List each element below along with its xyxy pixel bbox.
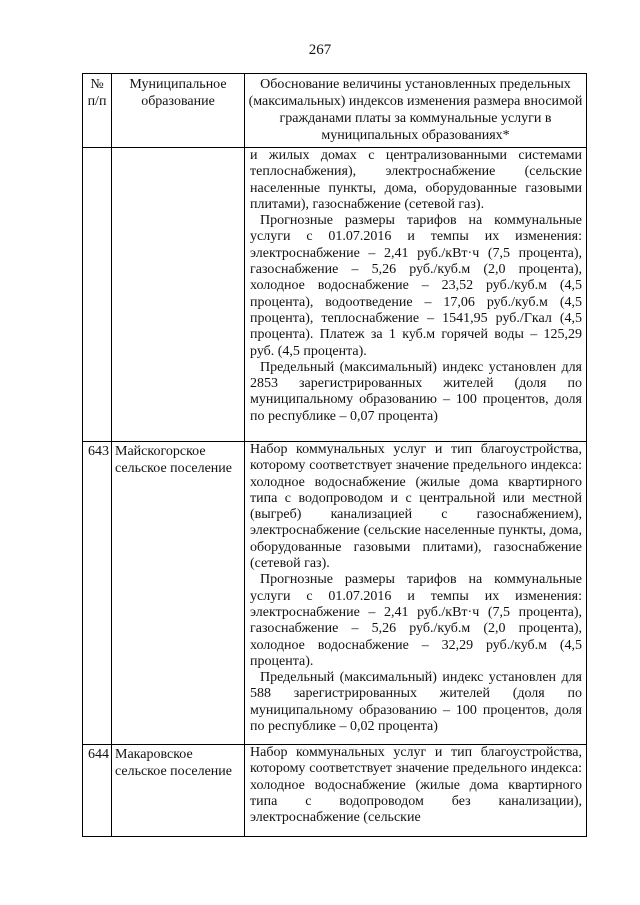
row-number — [83, 148, 112, 442]
tariff-index-table — [82, 73, 587, 837]
table-row — [83, 745, 587, 837]
header-num: № п/п — [83, 74, 112, 148]
table-header-row — [83, 74, 587, 148]
justification-paragraph: и жилых домах с централизованными системами теплоснабжения), электроснабжение (сельские населенные пункты, дома, оборудованные газовыми плитами), газоснабжение (сетевой газ). — [250, 148, 582, 212]
row-municipality: Макаровское сельское поселение — [112, 745, 245, 837]
row-justification — [245, 745, 587, 837]
row-number: 643 — [83, 442, 112, 745]
table-row — [83, 442, 587, 745]
justification-paragraph: Набор коммунальных услуг и тип благоустройства, которому соответствует значение предельного индекса: холодное водоснабжение (жилые дома квартирного типа с водопроводом и с центральной или местной (выгреб) канализацией с газоснабжением), электроснабжение (сельские населенные пункты, дома, оборудованные газовыми плитами), газоснабжение (сетевой газ). — [250, 442, 582, 572]
justification-paragraph: Набор коммунальных услуг и тип благоустройства, которому соответствует значение предельного индекса: холодное водоснабжение (жилые дома квартирного типа с водопроводом без канализации), электроснабжение (сельские — [250, 745, 582, 826]
row-municipality: Майскогорское сельское поселение — [112, 442, 245, 745]
row-municipality — [112, 148, 245, 442]
row-number: 644 — [83, 745, 112, 837]
justification-paragraph: Предельный (максимальный) индекс установлен для 2853 зарегистрированных жителей (доля по муниципальному образованию – 100 процентов, доля по республике – 0,07 процента) — [250, 359, 582, 424]
row-justification — [245, 148, 587, 442]
justification-paragraph: Предельный (максимальный) индекс установлен для 588 зарегистрированных жителей (доля по муниципальному образованию – 100 процентов, доля по республике – 0,02 процента) — [250, 670, 582, 735]
header-justification: Обоснование величины установленных предельных (максимальных) индексов изменения размера вносимой гражданами платы за коммунальные услуги в муниципальных образованиях* — [245, 74, 587, 148]
table-row — [83, 148, 587, 442]
justification-paragraph: Прогнозные размеры тарифов на коммунальные услуги с 01.07.2016 и темпы их изменения: электроснабжение – 2,41 руб./кВт·ч (7,5 процента), газоснабжение – 5,26 руб./куб.м (2,0 процента), холодное водоснабжение – 32,29 руб./куб.м (4,5 процента). — [250, 572, 582, 669]
page-number: 267 — [308, 42, 332, 58]
row-justification — [245, 442, 587, 745]
header-municipality: Муниципальное образование — [112, 74, 245, 148]
justification-paragraph: Прогнозные размеры тарифов на коммунальные услуги с 01.07.2016 и темпы их изменения: электроснабжение – 2,41 руб./кВт·ч (7,5 процента), газоснабжение – 5,26 руб./куб.м (2,0 процента), холодное водоснабжение – 23,52 руб./куб.м (4,5 процента), водоотведение – 17,06 руб./куб.м (4,5 процента), теплоснабжение – 1541,95 руб./Гкал (4,5 процента). Платеж за 1 куб.м горячей воды – 125,29 руб. (4,5 процента). — [250, 213, 582, 359]
